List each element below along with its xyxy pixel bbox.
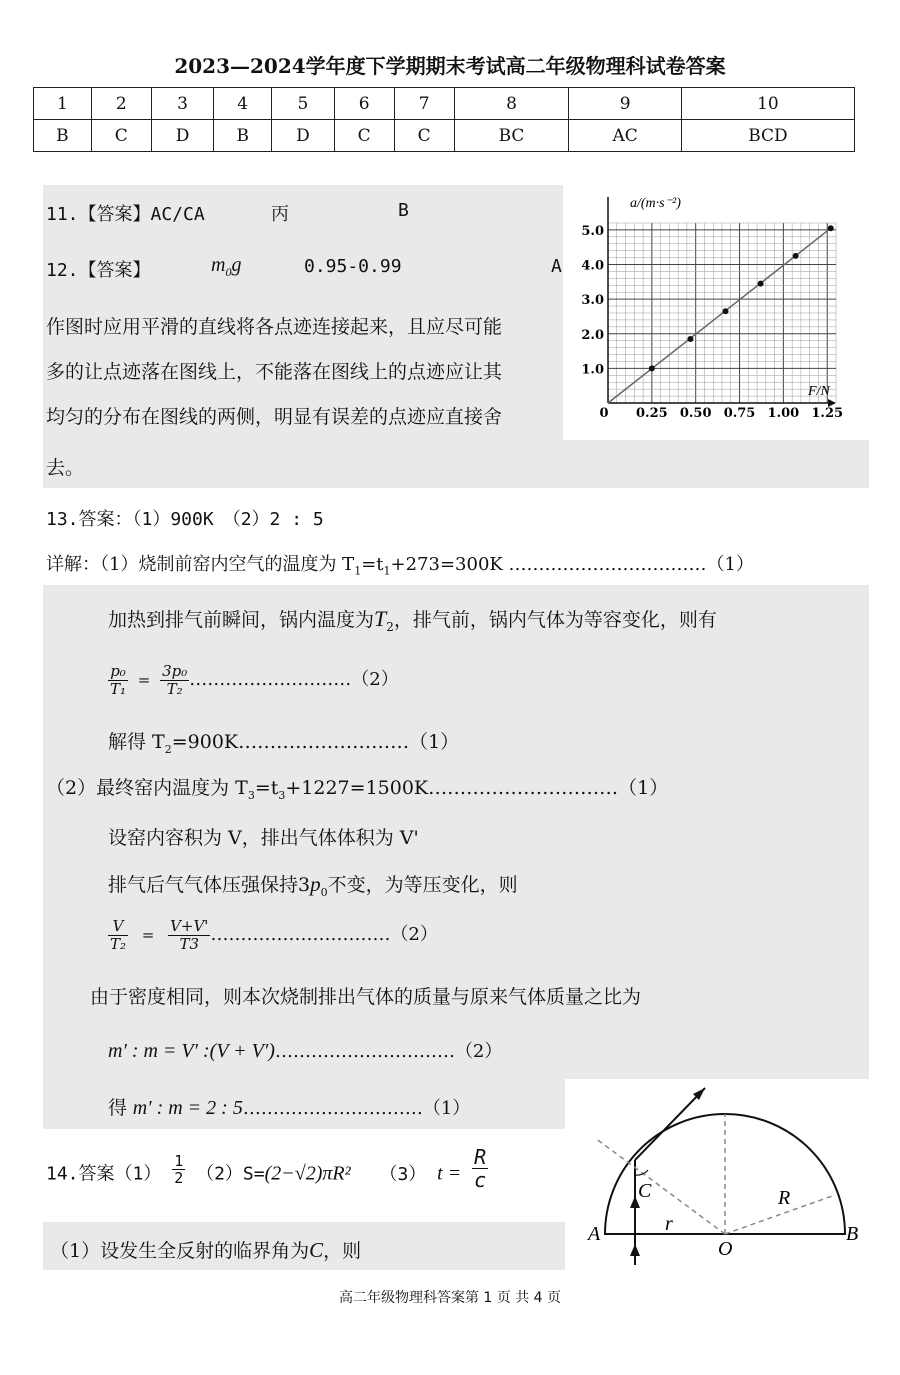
q13-detail-7: 由于密度相同，则本次烧制排出气体的质量与原来气体质量之比为 xyxy=(90,986,642,1008)
q13-formula-1: $\frac{\text{p₀}}{\text{T₁}}$ = $\frac{\text{3p₀}}{\text{T₂}}$ ………………………（2） xyxy=(110,662,399,698)
q12-explain-4: 去。 xyxy=(46,457,85,479)
table-cell: 1 xyxy=(34,88,92,120)
table-cell: 3 xyxy=(151,88,214,120)
table-cell: 7 xyxy=(394,88,454,120)
q12-answer-3: A xyxy=(551,256,562,277)
data-point xyxy=(758,281,764,287)
table-cell: 8 xyxy=(454,88,569,120)
fraction: $\frac{R}{c}$ xyxy=(474,1145,487,1192)
answer-table xyxy=(33,87,855,152)
q11-answer xyxy=(46,200,409,226)
data-point xyxy=(793,253,799,259)
q11-answer-3: B xyxy=(398,200,409,221)
label-r: r xyxy=(665,1213,673,1235)
table-cell: C xyxy=(394,120,454,152)
answer-table-answer-row xyxy=(34,120,855,152)
table-cell: D xyxy=(272,120,335,152)
origin-label: 0 xyxy=(599,406,609,421)
x-tick-label: 0.50 xyxy=(679,406,712,421)
x-tick-label: 1.25 xyxy=(811,406,844,421)
x-axis-label: F/N xyxy=(808,384,830,399)
q12-explain-3: 均匀的分布在图线的两侧，明显有误差的点迹应直接舍 xyxy=(46,406,503,428)
q14-answer: 14.答案（1） $\frac{1}{2}$ （2）S=(2−√2)πR² （3） t = $\frac{R}{c}$ xyxy=(46,1145,487,1192)
data-point xyxy=(723,308,729,314)
page-title: 2023—2024学年度下学期期末考试高二年级物理科试卷答案 xyxy=(174,54,726,78)
table-cell: BC xyxy=(454,120,569,152)
table-cell: 10 xyxy=(681,88,854,120)
fraction: $\frac{1}{2}$ xyxy=(174,1151,184,1187)
y-tick-label: 3.0 xyxy=(581,293,604,309)
data-point xyxy=(649,365,655,371)
table-cell: 5 xyxy=(272,88,335,120)
fraction: $\frac{\text{3p₀}}{\text{T₂}}$ xyxy=(162,662,188,698)
y-tick-label: 5.0 xyxy=(581,223,604,239)
q13-formula-3: m′ : m = V′ :(V + V′)…………………………（2） xyxy=(108,1040,503,1062)
x-tick-label: 0.75 xyxy=(723,406,756,421)
label-R: R xyxy=(778,1187,791,1209)
y-tick-label: 4.0 xyxy=(581,258,604,274)
q13-detail-4: （2）最终窑内温度为 $T_3=t_3+1227=1500K\dots\dots\dots\dots\dots\dots\dots\dots\dots\dots(1)$ xyxy=(46,777,669,802)
q12-label: 12.【答案】 xyxy=(46,260,151,281)
fraction: $\frac{V+V'}{T3}$ xyxy=(170,917,209,953)
table-cell: B xyxy=(34,120,92,152)
table-cell: B xyxy=(214,120,272,152)
page-footer: 高二年级物理科答案第 1 页 共 4 页 xyxy=(338,1290,562,1306)
q13-detail-6: 排气后气气体压强保持$3p_0$不变，为等压变化，则 xyxy=(108,872,518,899)
table-cell: C xyxy=(91,120,151,152)
refracted-ray xyxy=(635,1088,705,1160)
table-cell: 2 xyxy=(91,88,151,120)
table-cell: C xyxy=(334,120,394,152)
q13-detail-1: 详解：（1）烧制前窑内空气的温度为 $T_1=t_1+273=300K$ ……………………………（1） xyxy=(46,554,755,578)
y-tick-label: 2.0 xyxy=(581,327,604,343)
table-cell: BCD xyxy=(681,120,854,152)
fraction: $\frac{V}{\text{T₂}}$ xyxy=(110,917,127,953)
data-point xyxy=(828,225,834,231)
shade-q12-tail xyxy=(43,440,869,488)
data-point xyxy=(687,336,693,342)
y-axis-label: a/(m·s⁻²) xyxy=(630,196,681,211)
answer-table-number-row xyxy=(34,88,855,120)
q14-detail-1: （1）设发生全反射的临界角为C，则 xyxy=(50,1238,362,1262)
fraction: $\frac{\text{p₀}}{\text{T₁}}$ xyxy=(110,662,127,698)
table-cell: 9 xyxy=(569,88,682,120)
y-tick-label: 1.0 xyxy=(581,362,604,378)
q13-detail-2: 加热到排气前瞬间，锅内温度为$T_2$，排气前，锅内气体为等容变化，则有 xyxy=(108,606,717,634)
label-O: O xyxy=(718,1238,733,1260)
semicircle-diagram xyxy=(580,1080,870,1275)
table-cell: 6 xyxy=(334,88,394,120)
label-C: C xyxy=(638,1180,652,1202)
q12-explain-1: 作图时应用平滑的直线将各点迹连接起来，且应尽可能 xyxy=(46,316,503,338)
label-B: B xyxy=(846,1223,859,1245)
q13-detail-3: 解得 $T_2=900K\dots\dots\dots\dots\dots\dots\dots\dots\dots(1)$ xyxy=(108,731,460,756)
q13-formula-4: 得 m′ : m = 2 : 5…………………………（1） xyxy=(108,1097,471,1119)
table-cell: AC xyxy=(569,120,682,152)
q12-range: 0.95-0.99 xyxy=(304,256,402,277)
ray-arrow-lower xyxy=(630,1244,640,1256)
table-cell: D xyxy=(151,120,214,152)
a-f-graph xyxy=(570,185,870,440)
q11-label: 11.【答案】AC/CA xyxy=(46,204,205,225)
q11-answer-2: 丙 xyxy=(271,204,289,225)
x-tick-label: 0.25 xyxy=(636,406,668,421)
table-cell: 4 xyxy=(214,88,272,120)
q12-formula: $m_0g$ xyxy=(211,254,242,279)
q12-explain-2: 多的让点迹落在图线上，不能落在图线上的点迹应让其 xyxy=(46,361,503,383)
q12-answer xyxy=(46,254,562,282)
q13-answer: 13.答案：（1）900K （2）2 : 5 xyxy=(46,509,324,530)
q13-detail-5: 设窑内容积为 V，排出气体体积为 V' xyxy=(108,827,419,849)
q13-formula-2: $\frac{V}{\text{T₂}}$ = $\frac{V+V'}{T3}$ …………………………（2） xyxy=(110,917,438,953)
x-tick-label: 1.00 xyxy=(767,406,800,421)
label-A: A xyxy=(588,1223,601,1245)
